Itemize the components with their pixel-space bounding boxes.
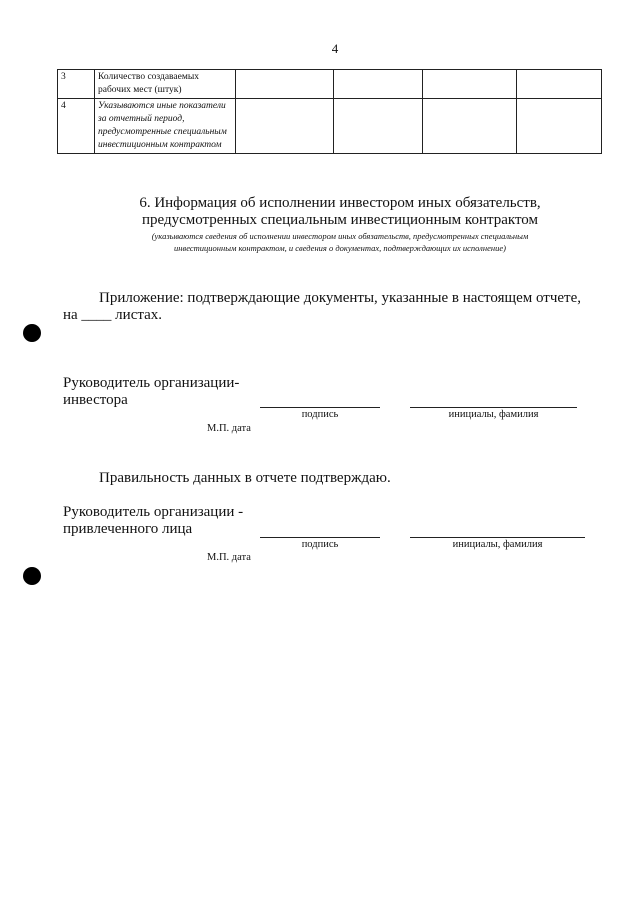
stamp-date-label: М.П. дата [207, 423, 251, 434]
confirm-text: Правильность данных в отчете подтверждаю. [99, 470, 391, 486]
signature-line[interactable] [260, 407, 380, 408]
appendix-line2: на ____ листах. [63, 307, 163, 323]
signer-role-line1: Руководитель организации - [63, 504, 244, 520]
row-label: Количество создаваемых рабочих мест (штук) [95, 70, 236, 99]
stamp-date-label: М.П. дата [207, 552, 251, 563]
signer-role-line1: Руководитель организации- [63, 375, 240, 391]
name-caption: инициалы, фамилия [452, 539, 543, 550]
section-heading-line2: предусмотренных специальным инвестиционным контрактом [141, 212, 539, 228]
row-label: Указываются иные показатели за отчетный период, предусмотренные специальным инвестиционным контрактом [95, 99, 236, 154]
value-cell [334, 99, 423, 154]
signer-role-line2: инвестора [63, 392, 128, 408]
value-cell [517, 70, 602, 99]
table-row [58, 70, 602, 99]
appendix-line1: Приложение: подтверждающие документы, указанные в настоящем отчете, [99, 290, 581, 306]
value-cell [423, 99, 517, 154]
value-cell [334, 70, 423, 99]
name-line[interactable] [410, 407, 577, 408]
section-note-line1: (указываются сведения об исполнении инвестором иных обязательств, предусмотренных специальным [151, 231, 529, 241]
signer-role-line2: привлеченного лица [63, 521, 193, 537]
row-number: 3 [58, 70, 95, 99]
section-note-line2: инвестиционным контрактом, и сведения о документах, подтверждающих их исполнение) [174, 243, 506, 253]
name-caption: инициалы, фамилия [448, 409, 539, 420]
value-cell [236, 70, 334, 99]
table-row [58, 99, 602, 154]
value-cell [517, 99, 602, 154]
value-cell [423, 70, 517, 99]
report-table [57, 69, 602, 154]
signature-caption: подпись [301, 539, 339, 550]
signature-line[interactable] [260, 537, 380, 538]
signature-caption: подпись [301, 409, 339, 420]
page-number: 4 [331, 41, 339, 56]
value-cell [236, 99, 334, 154]
punch-hole [23, 324, 41, 342]
punch-hole [23, 567, 41, 585]
row-number: 4 [58, 99, 95, 154]
section-heading-line1: 6. Информация об исполнении инвестором иных обязательств, [139, 195, 541, 211]
name-line[interactable] [410, 537, 585, 538]
